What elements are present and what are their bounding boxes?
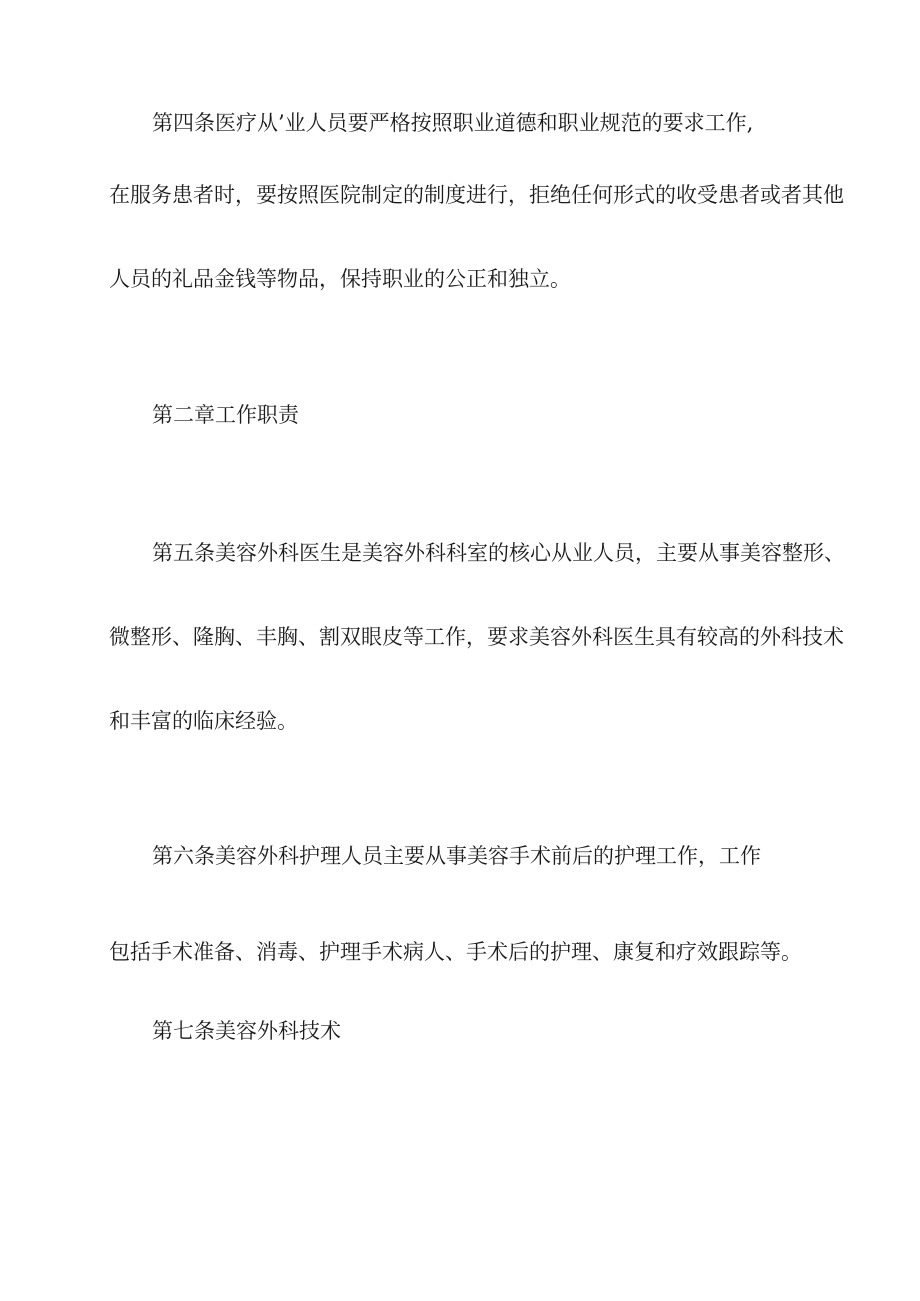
article-4-line-3: 人员的礼品金钱等物品，保持职业的公正和独立。 — [109, 267, 571, 291]
article-4-line-2: 在服务患者时，要按照医院制定的制度进行，拒绝任何形式的收受患者或者其他 — [109, 183, 844, 207]
article-7-heading: 第七条美容外科技术 — [152, 1019, 341, 1043]
article-4-line-1: 第四条医疗从’业人员要严格按照职业道德和职业规范的要求工作, — [152, 111, 754, 135]
article-6-line-2: 包括手术准备、消毒、护理手术病人、手术后的护理、康复和疗效跟踪等。 — [109, 940, 802, 964]
article-6-line-1: 第六条美容外科护理人员主要从事美容手术前后的护理工作，工作 — [152, 844, 761, 868]
article-5-line-1: 第五条美容外科医生是美容外科科室的核心从业人员，主要从事美容整形、 — [152, 541, 845, 565]
article-5-line-3: 和丰富的临床经验。 — [109, 709, 298, 733]
chapter-2-heading: 第二章工作职责 — [152, 403, 299, 427]
article-5-line-2: 微整形、隆胸、丰胸、割双眼皮等工作，要求美容外科医生具有较高的外科技术 — [109, 625, 844, 649]
